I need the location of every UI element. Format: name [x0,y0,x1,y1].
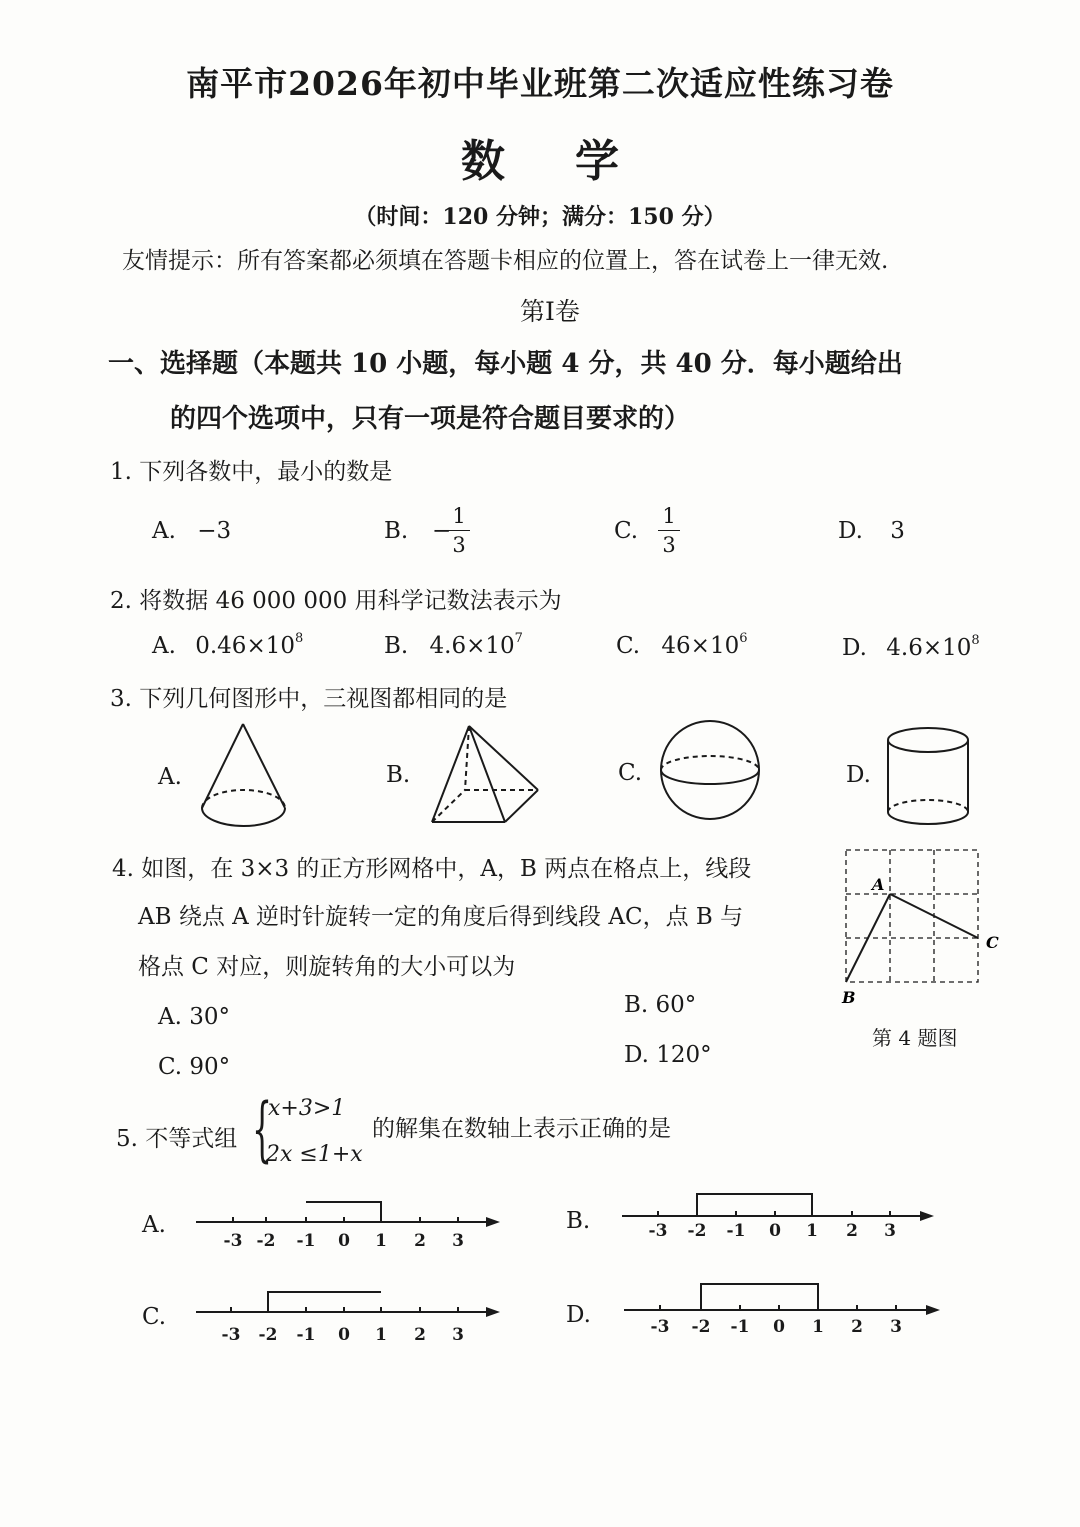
q2-a-exponent: 8 [294,631,304,646]
q2-d-base: 4.6×10 [886,635,972,661]
tick-a-5: 1 [375,1231,387,1251]
q4-point-a: A [872,875,885,894]
q3-a-label: A. [158,764,182,790]
tick-c-4: 0 [338,1325,350,1345]
tick-c-1: -3 [221,1325,241,1345]
q4-option-a: A. 30° [158,1004,230,1030]
q1-b-label: B. [384,518,409,544]
tick-d-1: -3 [650,1317,670,1337]
tick-b-1: -3 [648,1221,668,1241]
tick-c-3: -1 [296,1325,316,1345]
cone-figure [202,724,285,826]
tick-b-2: -2 [687,1221,707,1241]
q1-b-denominator: 3 [452,533,466,557]
q2-c-exponent: 6 [739,631,748,646]
q1-a-value: −3 [197,518,232,544]
q4-point-c: C [986,933,999,952]
tick-d-5: 1 [812,1317,824,1337]
q3-d-label: D. [846,762,871,788]
friendly-tip: 友情提示：所有答案都必须填在答题卡相应的位置上，答在试卷上一律无效. [122,248,889,274]
volume-label: 第I卷 [520,297,580,326]
q5-stem-pre: 5. 不等式组 [116,1126,238,1152]
tick-b-5: 1 [806,1221,818,1241]
q5-stem-post: 的解集在数轴上表示正确的是 [372,1116,671,1142]
pyramid-figure [432,726,538,822]
tick-b-3: -1 [726,1221,746,1241]
q4-stem-line1: 4. 如图，在 3×3 的正方形网格中，A，B 两点在格点上，线段 [112,856,752,882]
tick-c-2: -2 [258,1325,278,1345]
q5-inequality-2: 2x ≤1+x [266,1142,363,1167]
q5-number-line-c [196,1292,500,1317]
tick-c-5: 1 [375,1325,387,1345]
q4-option-b: B. 60° [624,992,697,1018]
cylinder-figure [888,728,968,824]
tick-c-6: 2 [414,1325,426,1345]
q2-stem: 2. 将数据 46 000 000 用科学记数法表示为 [110,588,562,614]
tick-a-1: -3 [223,1231,243,1251]
q1-b-sign: − [432,518,452,544]
q2-b-base: 4.6×10 [429,633,515,659]
q2-d-exponent: 8 [971,633,980,648]
exam-title: 南平市2026年初中毕业班第二次适应性练习卷 [186,64,894,103]
q4-stem-line2: AB 绕点 A 逆时针旋转一定的角度后得到线段 AC，点 B 与 [138,904,744,930]
tick-d-3: -1 [730,1317,750,1337]
q5-inequality-1: x+3>1 [268,1096,346,1121]
q5-c-label: C. [142,1304,167,1330]
subject-title: 数学 [461,136,689,187]
q5-b-label: B. [566,1208,591,1234]
tick-a-6: 2 [414,1231,426,1251]
q5-brace: { [252,1088,273,1170]
q4-figure-caption: 第 4 题图 [872,1026,958,1050]
q5-number-line-b [622,1194,934,1221]
tick-d-7: 3 [890,1317,902,1337]
section-heading-line1: 一、选择题（本题共 10 小题，每小题 4 分，共 40 分．每小题给出 [108,349,903,379]
tick-c-7: 3 [452,1325,464,1345]
q1-stem: 1. 下列各数中，最小的数是 [110,459,393,485]
q2-b-label: B. [384,633,409,659]
q3-b-label: B. [386,762,411,788]
tick-b-6: 2 [846,1221,858,1241]
q4-option-c: C. 90° [158,1054,231,1080]
q1-c-label: C. [614,518,639,544]
tick-d-4: 0 [773,1317,785,1337]
q1-c-denominator: 3 [662,533,676,557]
q3-stem: 3. 下列几何图形中，三视图都相同的是 [110,686,508,712]
tick-d-2: -2 [691,1317,711,1337]
tick-a-3: -1 [296,1231,316,1251]
tick-b-7: 3 [884,1221,896,1241]
tick-b-4: 0 [769,1221,781,1241]
q4-grid-figure [841,850,999,1007]
q2-a-label: A. [152,633,176,659]
tick-d-6: 2 [851,1317,863,1337]
q1-c-numerator: 1 [662,504,676,528]
tick-a-4: 0 [338,1231,350,1251]
tick-a-2: -2 [256,1231,276,1251]
q2-c-base: 46×10 [661,633,740,659]
q2-d-label: D. [842,635,867,661]
exam-info: （时间：120 分钟；满分：150 分） [354,204,726,230]
q2-b-exponent: 7 [514,631,523,646]
sphere-figure [661,721,759,819]
q4-point-b: B [842,988,856,1007]
tick-a-7: 3 [452,1231,464,1251]
q1-b-numerator: 1 [452,504,466,528]
q5-number-line-d [624,1284,940,1315]
q1-d-label: D. [838,518,863,544]
q1-d-value: 3 [890,518,905,544]
q2-a-base: 0.46×10 [195,633,295,659]
q5-a-label: A. [142,1212,166,1238]
q4-option-d: D. 120° [624,1042,712,1068]
q3-c-label: C. [618,760,643,786]
section-heading-line2: 的四个选项中，只有一项是符合题目要求的） [170,404,691,434]
q5-number-line-a [196,1202,500,1227]
q2-c-label: C. [616,633,641,659]
q5-d-label: D. [566,1302,591,1328]
q1-a-label: A. [152,518,176,544]
q4-stem-line3: 格点 C 对应，则旋转角的大小可以为 [138,954,516,980]
